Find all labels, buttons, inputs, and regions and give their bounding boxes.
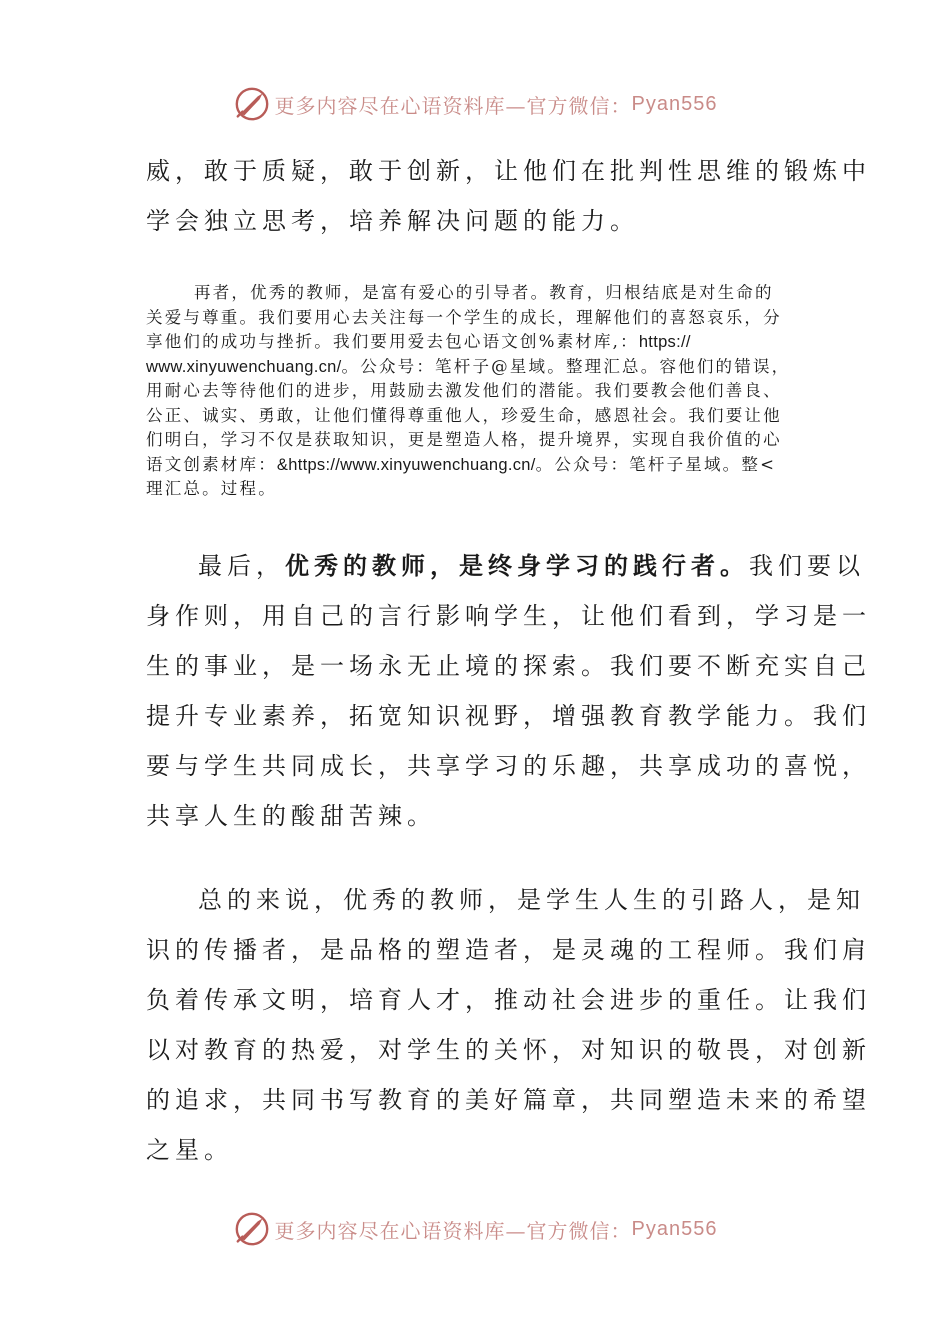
text-line: 之星。 bbox=[146, 1136, 233, 1164]
text-line: 理汇总。过程。 bbox=[146, 479, 277, 498]
text-line: 再者，优秀的教师，是富有爱心的引导者。教育，归根结底是对生命的 bbox=[194, 283, 774, 302]
text-line: 负着传承文明，培育人才，推动社会进步的重任。让我们 bbox=[146, 986, 871, 1014]
text-line: 提升专业素养，拓宽知识视野，增强教育教学能力。我们 bbox=[146, 702, 871, 730]
text-line: 关爱与尊重。我们要用心去关注每一个学生的成长，理解他们的喜怒哀乐，分 bbox=[146, 307, 782, 327]
text-line bbox=[146, 453, 810, 478]
text-line: 以对教育的热爱，对学生的关怀，对知识的敬畏，对创新 bbox=[146, 1036, 871, 1064]
url-text: www.xinyuwenchuang.cn/ bbox=[146, 357, 342, 376]
text-line: 用耐心去等待他们的进步，用鼓励去激发他们的潜能。我们要教会他们善良、 bbox=[146, 381, 782, 400]
text-line: 威，敢于质疑，敢于创新，让他们在批判性思维的锻炼中 bbox=[146, 157, 871, 185]
text-line: 要与学生共同成长，共享学习的乐趣，共享成功的喜悦， bbox=[146, 752, 871, 780]
paragraph-1 bbox=[146, 146, 871, 246]
text-segment: 。公众号：笔杆子星域。整< bbox=[535, 454, 777, 474]
banner-text: 更多内容尽在心语资料库—官方微信： bbox=[274, 1218, 632, 1243]
text-segment: 享他们的成功与挫折。我们要用爱去包心语文创%素材库,： bbox=[146, 332, 639, 351]
text-line: 们明白，学习不仅是获取知识，更是塑造人格，提升境界，实现自我价值的心 bbox=[146, 430, 782, 449]
text-line: 的追求，共同书写教育的美好篇章，共同塑造未来的希望 bbox=[146, 1086, 871, 1114]
url-text: https:// bbox=[638, 333, 691, 351]
text-line: 身作则，用自己的言行影响学生，让他们看到，学习是一 bbox=[146, 602, 871, 630]
text-line bbox=[146, 355, 810, 380]
text-line: 识的传播者，是品格的塑造者，是灵魂的工程师。我们肩 bbox=[146, 936, 871, 964]
text-line: 共享人生的酸甜苦辣。 bbox=[146, 802, 436, 830]
paragraph-3 bbox=[146, 541, 871, 841]
pen-nib-logo-icon bbox=[233, 1210, 271, 1248]
paragraph-4 bbox=[146, 875, 871, 1175]
header-banner bbox=[0, 82, 950, 126]
text-line bbox=[146, 541, 865, 591]
text-line: 生的事业，是一场永无止境的探索。我们要不断充实自己 bbox=[146, 652, 871, 680]
text-segment: 我们要以 bbox=[749, 552, 865, 580]
text-line: 学会独立思考，培养解决问题的能力。 bbox=[146, 207, 639, 235]
banner-wechat-id: Pyan556 bbox=[631, 92, 718, 115]
url-text: &https://www.xinyuwenchuang.cn/ bbox=[276, 455, 536, 474]
text-line: 总的来说，优秀的教师，是学生人生的引路人，是知 bbox=[198, 886, 865, 914]
text-line: 公正、诚实、勇敢，让他们懂得尊重他人，珍爱生命，感恩社会。我们要让他 bbox=[146, 405, 782, 425]
banner-wechat-id: Pyan556 bbox=[631, 1217, 718, 1240]
text-segment: 。公众号：笔杆子@星域。整理汇总。容他们的错误， bbox=[341, 356, 791, 376]
pen-nib-logo-icon bbox=[233, 85, 271, 123]
text-line bbox=[146, 330, 810, 355]
text-segment: 语文创素材库： bbox=[146, 454, 277, 474]
bold-text-segment: 优秀的教师，是终身学习的践行者。 bbox=[285, 551, 749, 580]
text-segment: 最后， bbox=[198, 552, 285, 580]
banner-text: 更多内容尽在心语资料库—官方微信： bbox=[274, 93, 632, 118]
footer-banner bbox=[0, 1207, 950, 1251]
paragraph-2 bbox=[146, 281, 810, 502]
